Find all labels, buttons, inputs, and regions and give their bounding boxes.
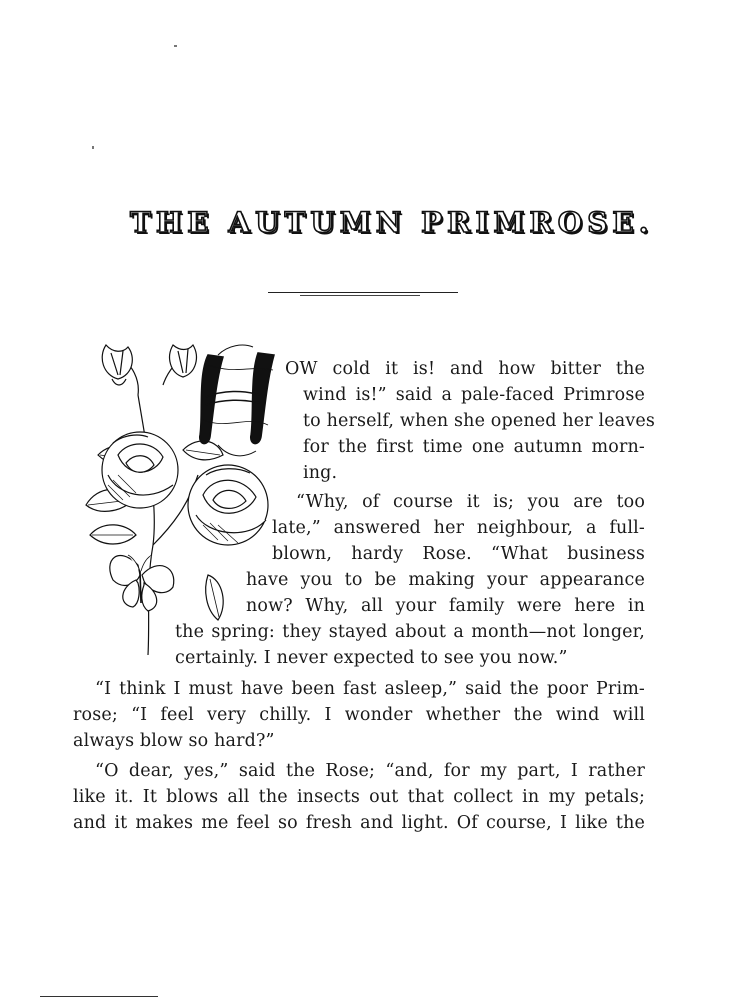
text-line: to herself, when she opened her leaves	[303, 411, 655, 431]
text-line: the spring: they stayed about a month—not longer,	[175, 622, 645, 642]
text-line: “Why, of course it is; you are too	[296, 492, 645, 512]
butterfly-icon	[110, 555, 174, 611]
drop-cap-letter: H	[216, 429, 227, 443]
text-line: late,” answered her neighbour, a full-	[272, 518, 645, 538]
text-line: ing.	[303, 463, 338, 483]
text-line: wind is!” said a pale-faced Primrose	[303, 385, 645, 405]
text-line: rose; “I feel very chilly. I wonder whether the wind will	[73, 705, 645, 725]
ink-speck	[174, 45, 177, 47]
text-line: OW cold it is! and how bitter the	[285, 359, 645, 379]
drop-cap-ornament	[200, 345, 274, 456]
text-line: now? Why, all your family were here in	[246, 596, 645, 616]
rose-bud-icon	[102, 345, 132, 385]
text-line: and it makes me feel so fresh and light. Of course, I like the	[73, 813, 645, 833]
text-line: for the first time one autumn morn-	[303, 437, 645, 457]
ink-speck	[92, 146, 94, 149]
title-rule	[268, 292, 458, 293]
page-title: THE AUTUMN PRIMROSE.	[130, 206, 654, 239]
text-line: blown, hardy Rose. “What business	[272, 544, 645, 564]
text-line: always blow so hard?”	[73, 731, 275, 751]
text-line: certainly. I never expected to see you now.”	[175, 648, 568, 668]
text-line: “I think I must have been fast asleep,” said the poor Prim-	[95, 679, 645, 699]
rose-flower-icon	[102, 432, 178, 508]
scan-edge-line	[40, 996, 158, 997]
rose-bud-icon	[170, 345, 197, 377]
text-line: like it. It blows all the insects out that collect in my petals;	[73, 787, 645, 807]
text-line: have you to be making your appearance	[246, 570, 645, 590]
leaf-icon	[90, 525, 136, 544]
text-line: “O dear, yes,” said the Rose; “and, for my part, I rather	[95, 761, 645, 781]
rose-flower-icon	[188, 465, 268, 545]
title-rule-inner	[300, 295, 420, 296]
